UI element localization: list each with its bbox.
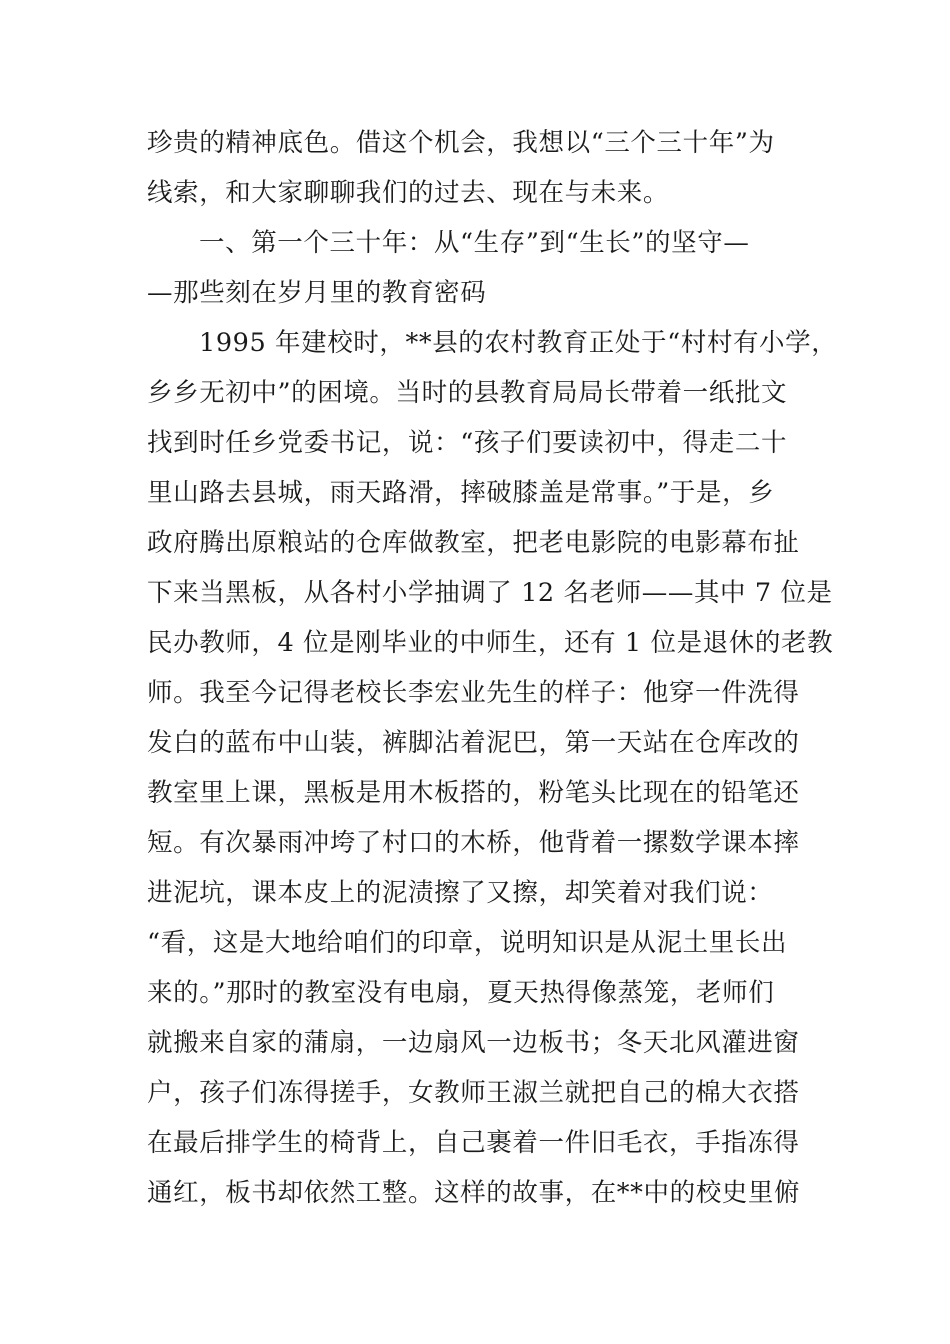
text-line: 政府腾出原粮站的仓库做教室，把老电影院的电影幕布扯 xyxy=(147,528,800,558)
text-line: 里山路去县城，雨天路滑，摔破膝盖是常事。”于是，乡 xyxy=(147,478,775,508)
section-heading-line: —那些刻在岁月里的教育密码 xyxy=(147,278,487,308)
text-line: 民办教师，4 位是刚毕业的中师生，还有 1 位是退休的老教 xyxy=(147,628,834,658)
text-line: “看，这是大地给咱们的印章，说明知识是从泥土里长出 xyxy=(147,928,788,958)
section-heading-line: 一、第一个三十年：从“生存”到“生长”的坚守— xyxy=(199,228,750,258)
text-line: 师。我至今记得老校长李宏业先生的样子：他穿一件洗得 xyxy=(147,678,800,708)
text-line: 乡乡无初中”的困境。当时的县教育局局长带着一纸批文 xyxy=(147,378,788,408)
text-line: 下来当黑板，从各村小学抽调了 12 名老师——其中 7 位是 xyxy=(147,578,833,608)
text-line: 发白的蓝布中山装，裤脚沾着泥巴，第一天站在仓库改的 xyxy=(147,728,800,758)
text-line: 通红，板书却依然工整。这样的故事，在**中的校史里俯 xyxy=(147,1178,801,1208)
text-line: 线索，和大家聊聊我们的过去、现在与未来。 xyxy=(147,178,670,208)
text-line: 找到时任乡党委书记，说：“孩子们要读初中，得走二十 xyxy=(147,428,788,458)
text-line: 进泥坑，课本皮上的泥渍擦了又擦，却笑着对我们说： xyxy=(147,878,774,908)
paragraph-first-line: 1995 年建校时，**县的农村教育正处于“村村有小学， xyxy=(199,328,838,358)
text-line: 教室里上课，黑板是用木板搭的，粉笔头比现在的铅笔还 xyxy=(147,778,800,808)
text-line: 在最后排学生的椅背上，自己裹着一件旧毛衣，手指冻得 xyxy=(147,1128,800,1158)
text-line: 珍贵的精神底色。借这个机会，我想以“三个三十年”为 xyxy=(147,128,775,158)
text-line: 就搬来自家的蒲扇，一边扇风一边板书；冬天北风灌进窗 xyxy=(147,1028,800,1058)
text-line: 来的。”那时的教室没有电扇，夏天热得像蒸笼，老师们 xyxy=(147,978,775,1008)
text-line: 短。有次暴雨冲垮了村口的木桥，他背着一摞数学课本摔 xyxy=(147,828,800,858)
text-line: 户，孩子们冻得搓手，女教师王淑兰就把自己的棉大衣搭 xyxy=(147,1078,800,1108)
